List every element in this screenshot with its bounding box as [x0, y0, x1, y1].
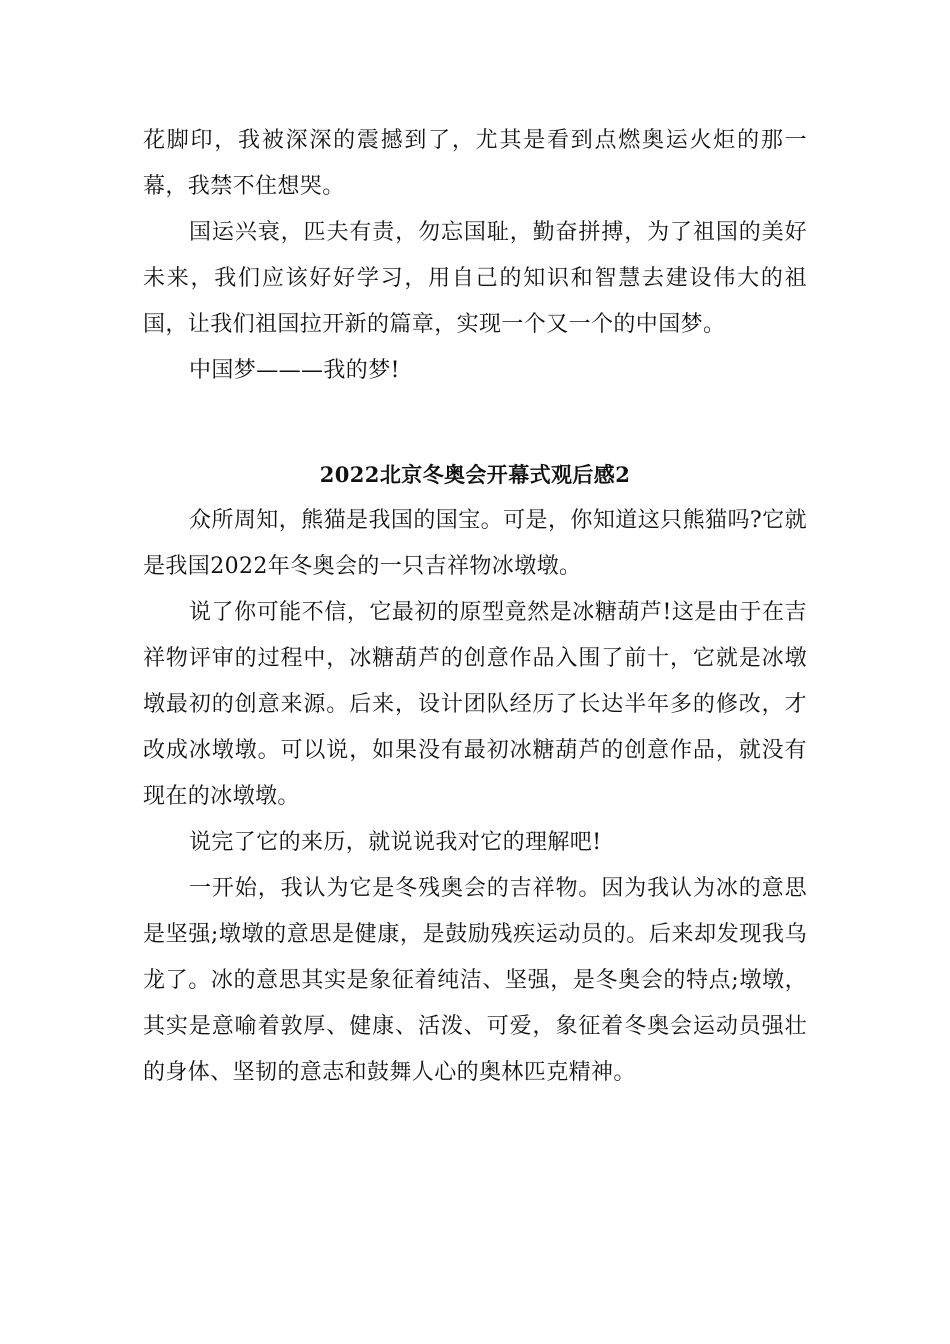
paragraph-china-dream: 中国梦———我的梦!	[189, 358, 400, 383]
document-page	[143, 118, 807, 1096]
paragraph-origin: 说了你可能不信，它最初的原型竟然是冰糖葫芦!这是由于在吉祥物评审的过程中，冰糖葫芦的创意作品入围了前十，它就是冰墩墩最初的创意来源。后来，设计团队经历了长达半年多的修改，才改成冰墩墩。可以说，如果没有最初冰糖葫芦的创意作品，就没有现在的冰墩墩。	[143, 600, 807, 809]
section-spacer	[143, 394, 807, 440]
paragraph-understanding: 说完了它的来历，就说说我对它的理解吧!	[189, 830, 602, 855]
paragraph-panda: 众所周知，熊猫是我国的国宝。可是，你知道这只熊猫吗?它就是我国2022年冬奥会的一只吉祥物冰墩墩。	[143, 508, 807, 579]
section-title: 2022北京冬奥会开幕式观后感2	[319, 462, 631, 487]
paragraph-national-destiny: 国运兴衰，匹夫有责，勿忘国耻，勤奋拼搏，为了祖国的美好未来，我们应该好好学习，用自己的知识和智慧去建设伟大的祖国，让我们祖国拉开新的篇章，实现一个又一个的中国梦。	[143, 220, 807, 337]
continuation-paragraph: 花脚印，我被深深的震撼到了，尤其是看到点燃奥运火炬的那一幕，我禁不住想哭。	[143, 128, 807, 199]
paragraph-meaning: 一开始，我认为它是冬残奥会的吉祥物。因为我认为冰的意思是坚强;墩墩的意思是健康，是鼓励残疾运动员的。后来却发现我乌龙了。冰的意思其实是象征着纯洁、坚强，是冬奥会的特点;墩墩，其实是意喻着敦厚、健康、活泼、可爱，象征着冬奥会运动员强壮的身体、坚韧的意志和鼓舞人心的奥林匹克精神。	[143, 876, 807, 1085]
